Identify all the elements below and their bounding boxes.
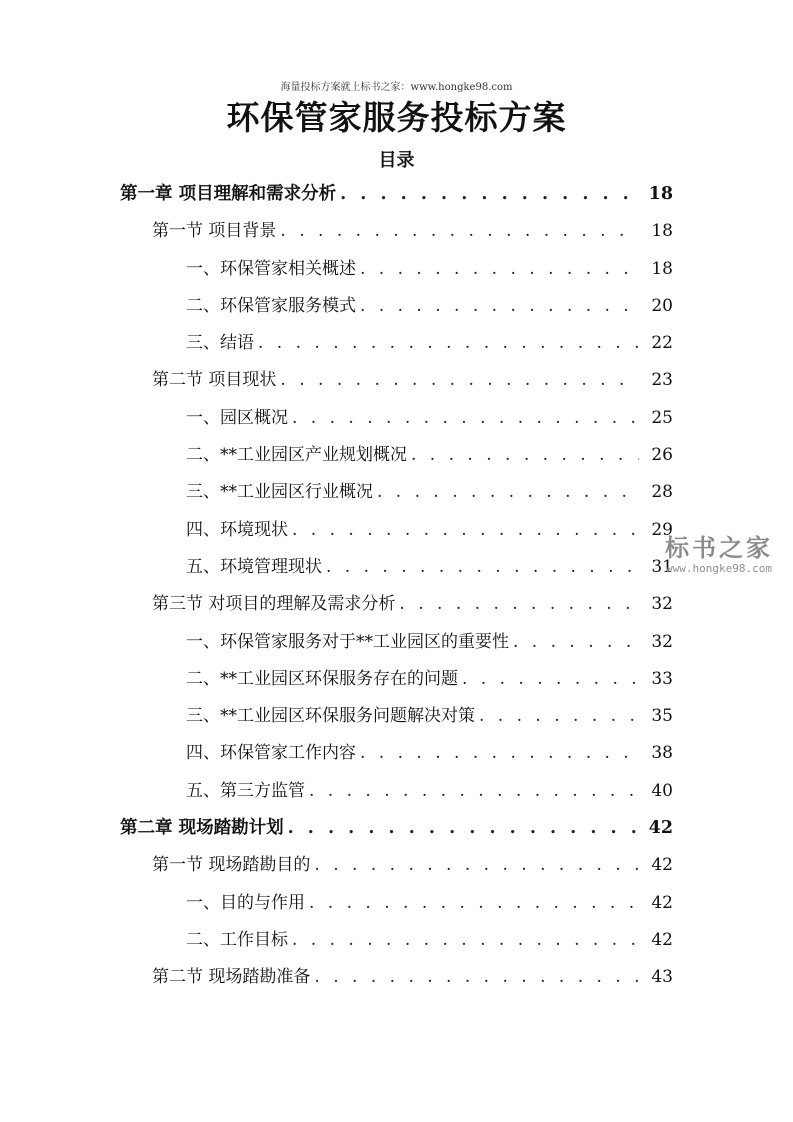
- toc-page-number: 18: [651, 258, 673, 279]
- toc-page-number: 42: [651, 892, 673, 913]
- toc-subsection-entry[interactable]: [0, 922, 793, 959]
- toc-subsection-entry[interactable]: [0, 512, 793, 549]
- toc-subsection-entry[interactable]: [0, 288, 793, 325]
- toc-dot-leader: [314, 959, 639, 996]
- table-of-contents: [0, 176, 793, 997]
- toc-dot-leader: [292, 400, 639, 437]
- toc-page-number: 33: [651, 668, 673, 689]
- toc-subsection-entry[interactable]: [0, 549, 793, 586]
- toc-dot-leader: [314, 847, 639, 884]
- toc-entry-text: 二、工作目标: [186, 929, 288, 950]
- toc-subsection-entry[interactable]: [0, 474, 793, 511]
- toc-entry-text: 四、环保管家工作内容: [186, 743, 356, 764]
- toc-entry-text: 一、园区概况: [186, 407, 288, 428]
- toc-dot-leader: [411, 437, 639, 474]
- toc-page-number: 25: [651, 407, 673, 428]
- toc-section-entry[interactable]: [0, 586, 793, 623]
- toc-subsection-entry[interactable]: [0, 437, 793, 474]
- toc-page-number: 20: [651, 295, 673, 316]
- toc-dot-leader: [399, 586, 639, 623]
- toc-page-number: 40: [651, 780, 673, 801]
- toc-page-number: 18: [648, 184, 673, 204]
- toc-dot-leader: [280, 213, 639, 250]
- toc-subsection-entry[interactable]: [0, 624, 793, 661]
- toc-page-number: 38: [651, 743, 673, 764]
- toc-entry-text: 四、环境现状: [186, 519, 288, 540]
- toc-entry-text: 第二节 现场踏勘准备: [152, 967, 311, 988]
- toc-entry-text: 二、环保管家服务模式: [186, 295, 356, 316]
- toc-dot-leader: [292, 922, 639, 959]
- watermark-logo: 标书之家: [665, 534, 773, 562]
- toc-entry-text: 第一节 现场踏勘目的: [152, 855, 311, 876]
- toc-dot-leader: [479, 698, 639, 735]
- toc-page-number: 43: [651, 967, 673, 988]
- toc-dot-leader: [462, 661, 639, 698]
- toc-entry-text: 第一节 项目背景: [152, 221, 277, 242]
- toc-page-number: 26: [651, 445, 673, 466]
- toc-dot-leader: [377, 474, 639, 511]
- toc-dot-leader: [360, 288, 639, 325]
- toc-chapter-entry[interactable]: [0, 810, 793, 847]
- toc-page-number: 32: [651, 631, 673, 652]
- toc-page-number: 35: [651, 706, 673, 727]
- toc-entry-text: 三、**工业园区环保服务问题解决对策: [186, 706, 475, 727]
- toc-dot-leader: [360, 251, 639, 288]
- toc-dot-leader: [309, 773, 639, 810]
- document-title: 环保管家服务投标方案: [226, 98, 567, 137]
- toc-page-number: 22: [651, 333, 673, 354]
- toc-section-entry[interactable]: [0, 847, 793, 884]
- toc-subsection-entry[interactable]: [0, 698, 793, 735]
- toc-section-entry[interactable]: [0, 959, 793, 996]
- toc-dot-leader: [513, 624, 639, 661]
- toc-page-number: 31: [651, 556, 673, 577]
- toc-dot-leader: [360, 735, 639, 772]
- toc-page-number: 18: [651, 221, 673, 242]
- toc-subsection-entry[interactable]: [0, 325, 793, 362]
- toc-dot-leader: [309, 885, 639, 922]
- toc-page-number: 23: [651, 370, 673, 391]
- toc-dot-leader: [340, 176, 639, 213]
- toc-page-number: 32: [651, 594, 673, 615]
- toc-entry-text: 五、环境管理现状: [186, 556, 322, 577]
- toc-subsection-entry[interactable]: [0, 251, 793, 288]
- toc-subsection-entry[interactable]: [0, 735, 793, 772]
- toc-entry-text: 五、第三方监管: [186, 780, 305, 801]
- toc-subsection-entry[interactable]: [0, 661, 793, 698]
- toc-entry-text: 二、**工业园区环保服务存在的问题: [186, 668, 458, 689]
- toc-section-entry[interactable]: [0, 213, 793, 250]
- toc-page-number: 29: [651, 519, 673, 540]
- toc-entry-text: 第二节 项目现状: [152, 370, 277, 391]
- toc-subsection-entry[interactable]: [0, 400, 793, 437]
- toc-entry-text: 三、结语: [186, 333, 254, 354]
- toc-entry-text: 第二章 现场踏勘计划: [120, 818, 284, 839]
- toc-entry-text: 一、环保管家服务对于**工业园区的重要性: [186, 631, 509, 652]
- toc-section-entry[interactable]: [0, 362, 793, 399]
- toc-entry-text: 一、目的与作用: [186, 892, 305, 913]
- toc-page-number: 42: [648, 818, 673, 839]
- header-note: 海量投标方案就上标书之家：www.hongke98.com: [280, 82, 513, 93]
- toc-entry-text: 一、环保管家相关概述: [186, 258, 356, 279]
- toc-entry-text: 第三节 对项目的理解及需求分析: [152, 594, 396, 615]
- toc-page-number: 42: [651, 929, 673, 950]
- toc-entry-text: 第一章 项目理解和需求分析: [120, 184, 337, 204]
- toc-subsection-entry[interactable]: [0, 773, 793, 810]
- toc-dot-leader: [258, 325, 639, 362]
- toc-entry-text: 三、**工业园区行业概况: [186, 482, 373, 503]
- toc-dot-leader: [326, 549, 639, 586]
- toc-dot-leader: [280, 362, 639, 399]
- toc-dot-leader: [288, 810, 639, 847]
- toc-chapter-entry[interactable]: [0, 176, 793, 213]
- toc-entry-text: 二、**工业园区产业规划概况: [186, 445, 407, 466]
- toc-subsection-entry[interactable]: [0, 885, 793, 922]
- toc-dot-leader: [292, 512, 639, 549]
- toc-page-number: 42: [651, 855, 673, 876]
- toc-page-number: 28: [651, 482, 673, 503]
- toc-heading: 目录: [378, 150, 415, 171]
- watermark-url: www.hongke98.com: [666, 562, 772, 575]
